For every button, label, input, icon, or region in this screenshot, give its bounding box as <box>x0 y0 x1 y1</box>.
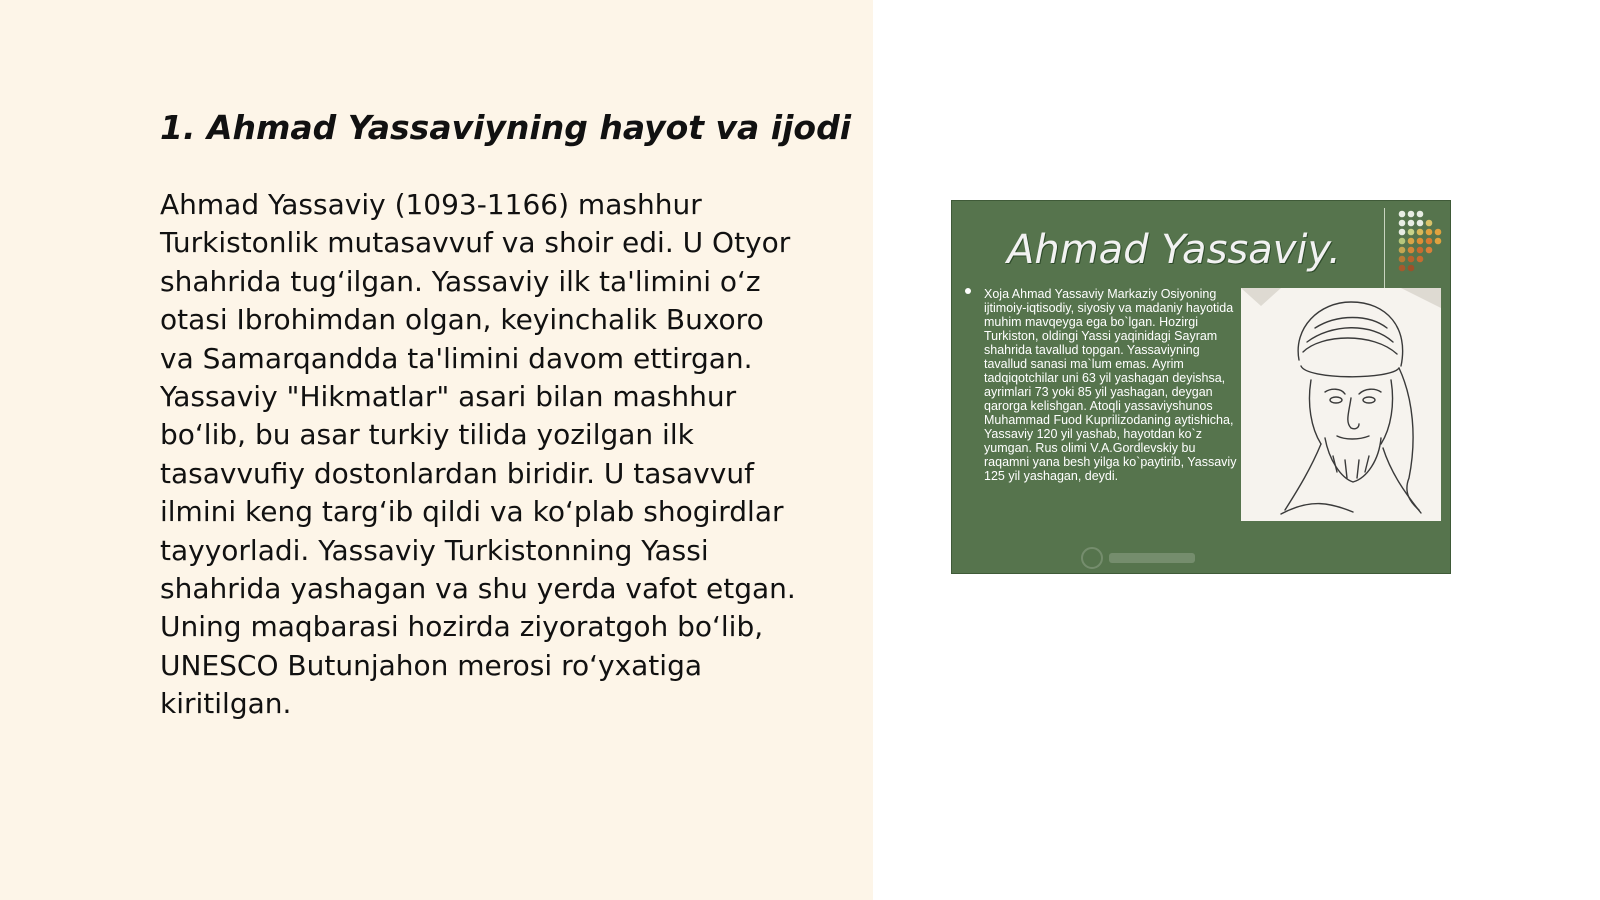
watermark-logo <box>1079 545 1201 571</box>
title-divider <box>1384 208 1385 292</box>
dot-grid-icon <box>1396 208 1446 288</box>
embedded-slide-image <box>951 200 1451 574</box>
portrait-sketch-image <box>1241 288 1441 521</box>
embedded-bullet-text: Xoja Ahmad Yassaviy Markaziy Osiyoning ijtimoiy-iqtisodiy, siyosiy va madaniy hayotida muhim mavqeyga ega bo`lgan. Hozirgi Turkiston, oldingi Yassi yaqinidagi Sayram shahrida tavallud topgan. Yassaviyning tavallud sanasi ma`lum emas. Ayrim tadqiqotchilar uni 63 yil yashagan deyishsa, ayrimlari 73 yoki 85 yil yashagan, deygan qarorga kelishgan. Atoqli yassaviyshunos Muhammad Fuod Kuprilizodaning aytishicha, Yassaviy 120 yil yashab, hayotdan ko`z yumgan. Rus olimi V.A.Gordlevskiy bu raqamni yana besh yilga ko`paytirib, Yassaviy 125 yil yashagan, deydi. <box>984 287 1237 483</box>
embedded-slide-title: Ahmad Yassaviy. <box>1007 227 1341 273</box>
slide-title: 1. Ahmad Yassaviyning hayot va ijodi <box>160 108 852 147</box>
slide-body-text: Ahmad Yassaviy (1093-1166) mashhur Turkistonlik mutasavvuf va shoir edi. U Otyor shahrida tug‘ilgan. Yassaviy ilk ta'limini o‘z otasi Ibrohimdan olgan, keyinchalik Buxoro va Samarqandda ta'limini davom ettirgan. Yassaviy "Hikmatlar" asari bilan mashhur bo‘lib, bu asar turkiy tilida yozilgan ilk tasavvufiy dostonlardan biridir. U tasavvuf ilmini keng targ‘ib qildi va ko‘plab shogirdlar tayyorladi. Yassaviy Turkistonning Yassi shahrida yashagan va shu yerda vafot etgan. Uning maqbarasi hozirda ziyoratgoh bo‘lib, UNESCO Butunjahon merosi ro‘yxatiga kiritilgan. <box>160 188 796 721</box>
bullet-icon <box>965 288 971 294</box>
